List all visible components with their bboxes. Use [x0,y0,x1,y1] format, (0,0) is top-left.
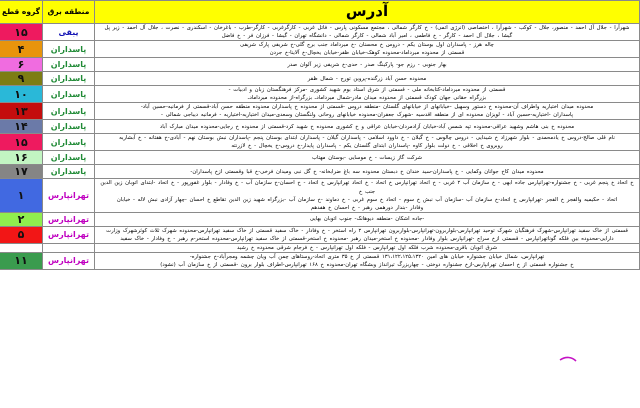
address-line: محدوده حسن آباد زرگنده-پروین تورج - شمال ظفر [307,75,427,82]
table-row [0,103,640,120]
column-header-region: منطقه برق [43,1,95,24]
cell-address [95,151,640,165]
cell-region: پاسداران [43,58,95,72]
address-line: محدوده میدان کاخ جوانان وکمایی - خ پاسداران-سید خندان خ دبستان محدوده سه باغ ضرابخانه- خ گل نبی وميدان فرخی-خ قبا وقسمتی ازخ پاسداران- [190,168,544,175]
table-row [0,179,640,212]
cell-region: تهرانپارس [43,212,95,226]
cell-address [95,41,640,58]
table-row [0,151,640,165]
cell-region: پاسداران [43,86,95,103]
cell-region: پاسداران [43,134,95,151]
cell-group-number: ۱۰ [0,86,43,103]
table-header [0,1,640,24]
table-row [0,86,640,103]
address-line: شرق اتوبان باقری-محدوده شرب فلکه اول تهرانپارس - فلکه اول تهرانپارس - خ فرجام شرقی محدوده خ رشید [236,244,498,251]
cell-group-number [0,243,43,252]
cell-group-number: ۱۵ [0,134,43,151]
cell-region: پاسداران [43,103,95,120]
cell-address [95,252,640,269]
address-line: محدوده خ بنی هاشم وشهید عراقی-محدوده تپه شمس آباد-خیابان آزادمردان-خیابان عراقی و خ کشوری محدوده خ شهید کرد-قسمتی از محدوده خ رجایی-محدوده میدان مبارک آباد [159,123,575,130]
address-line: تهرانپارس، شمال خیابان جشنواره خیابان های امین ۱۳۱،۱۲۲،۱۲۵،۱۳۲۰ قسمتی از خ ۳۵ متری اتحاد-روستاهای چمن آب ویان چشمه ومجرآباد-خ جشنواره- [189,253,545,260]
cell-address [95,179,640,212]
cell-group-number: ۴ [0,41,43,58]
cell-address [95,226,640,243]
cell-address [95,134,640,151]
cell-group-number: ۱۶ [0,151,43,165]
address-line: شهرآرا - جلال آل احمد - منصور، جلال - کوکب - شهرآرا ، اختصاصی (انرژی اتمی) - خ کارگر شمالی ، مجتمع مسکونی پارس - فاتل غربی - کارگرغربی - کارگر-طرب - باغرخان - اسکندری - نصرت ، جلال آل احمد - زیر پل [104,25,630,31]
cell-address [95,86,640,103]
cell-address [95,165,640,179]
cell-address [95,120,640,134]
address-line: محدوده میدان اختیاریه واطراف آن-محدوده خ دستور وسهیل -خیابانهای از خیابانهای گلستان -منطقه دروس -قسمتی از محدوده خ پاسداران محدوده منطقه حسن آباد-قسمتی از فرمانیه-حسین آباد- [140,104,594,111]
cell-region: پاسداران [43,41,95,58]
address-line: قسمتی از محدوده میرداماد-محدوده کوهک-خیابان ظفر-خیابان یخچال-خ آلاینا-خ جردن [269,50,465,57]
cell-group-number: ۵ [0,226,43,243]
address-line: قسمتی از محدوده میرداماد-کتابخانه ملی - قسمتی از شرق استاد بوم شهید کشوری -مرکز فرهنگستان زبان و ادبیات - [228,87,506,94]
cell-group-number: ۱۵ [0,24,43,41]
table-body [0,24,640,270]
cell-group-number: ۱۴ [0,120,43,134]
table-row [0,252,640,269]
cell-region: تهرانپارس [43,252,95,269]
table-row [0,243,640,252]
table-row [0,24,640,41]
address-line: نام قلی صالح-دروس خ یادمحمدی - بلوار شهرزاد خ شیدایی - دروس چالوس - خ گیلان - خ داوود اسلامی - پاسداران گیلان - پاسداران ابتدای بوستان پنجم -پاسداران نبش بوستان نهم - آبادی-خ هفتانه - خ آبشاریه [119,135,615,142]
cell-address [95,24,640,41]
column-header-group: گروه قطع [0,1,43,24]
cell-address [95,103,640,120]
cell-address [95,58,640,72]
table-row [0,212,640,226]
cell-address [95,243,640,252]
header-row [0,1,640,24]
cell-region: تهرانپارس [43,179,95,212]
address-line: اتحاد - حکیمیه والفجر خ الفجر -تهرانپارس خ اتحاد-خ سازمان آب -سازمان آب نبش خ سوم - اتحاد خ سوم غربی - خ دماوند -خ سازمان آب -بزرگراه شهید زین الدین تقاطع خ احسان -چهار آزادی نبش لاله - خیابان [116,196,618,203]
cell-region: پاسداران [43,151,95,165]
address-line: دارایی-محدوده بین فلکه گوناتهرانپارس - قسمتی ازخ سراج -تهرانپارس بلوار وفادار -محدوده خ استخر-میدان رهبر -محدوده خ استخر-قسمتی از خاک سفید تهرانپارس-محدوده استخر-م رهبر - خ وفادار - خاک سفید [120,235,614,242]
cell-group-number: ۱۳ [0,103,43,120]
table-row [0,226,640,243]
cell-region: پاسداران [43,165,95,179]
cell-address [95,212,640,226]
table-row [0,58,640,72]
address-line: روبروی خ اخلاقی - خ دولت بلوار کاوه -پاسداران ابتدای گلستان یکم - پاسداران پایدار-خ دروس-خ یخچال - خ لازرنته [231,143,503,150]
column-header-address: آدرس [95,1,640,24]
address-line: -جاده اشکان -منطقه دیوهانک- جنوب اتوبان بهایی [309,216,425,223]
address-line: بهار جنوبی - رزم جو- پارکینگ صدر - حدی-خ شریفی زیر آلوان صدر [287,61,447,68]
cell-region: یبقی [43,24,95,41]
cell-region: پاسداران [43,120,95,134]
cell-group-number: ۹ [0,72,43,86]
cell-group-number: ۱۷ [0,165,43,179]
cell-group-number: ۲ [0,212,43,226]
table-row [0,72,640,86]
cell-group-number: ۱۱ [0,252,43,269]
address-line: چاله هرز - پاسداران اول بوستان یکم - دروس خ محسنان -خ میرداماد جنب برج گلی-خ شریفی پارک شریفی [240,42,494,49]
address-line: وفادار -بندار دورهمی رهبر - خ احسان خ هفدهم [310,204,424,211]
address-line: گیشا ، جلال آل احمد - کارگر - خ فاطمی ، امیر آباد شمالی - کارگر شمالی - دانشگاه تهران - گیشا - فرزان فر - خ فاضل [221,33,513,40]
address-line: خ جشنواره قسمتی از خ احسان تهرانپارس-ازخ جشنواره دوختی - چهاربزرگ تیرانداز وبشگاه تهران-محدوده خ ۱۶۸ تهرانپارس-اطراف بلوار برون -قسمتی از خ سازمان آب (نشود) [160,261,574,268]
cell-region: تهرانپارس [43,226,95,243]
table-row [0,165,640,179]
address-line: قسمتی از خاک سفید تهرانپارس-شهرک فرهنگیان شهرک توحید تهرانپارس-بلواربرون-تهرانپارس-بلواربرون تهرانپارس ۲ راه استخر - خ وفادار - خاک سفید قسمتی از خاک سفید تهرانپارس-محدوده شهرک ثلاث کوثرشهرک وزارت [106,227,628,234]
cell-group-number: ۱ [0,179,43,212]
cell-address [95,72,640,86]
address-line: شرکت گاز زیسات - خ موسایی -بوستان مهتاب [312,154,422,161]
table-row [0,41,640,58]
address-line: خ اتحاد خ پنجم غربی - خ جشنواره-تهرانپارس جاده ابهی - خ سازمان آب ۲ غربی - خ اتحاد تهرانپارس خ اتحاد - خ اتحاد تهرانپارس خ اتحاد - خ احسان-خ سازمان آب - خ وفادار - بلوار غفورپور - خ اتحاد -ابتدای اتوبان زین الدین جنب خ [100,180,634,195]
cell-region [43,243,95,252]
cell-group-number: ۶ [0,58,43,72]
table-row [0,134,640,151]
address-line: بزرگراه حقانی جهان کودک قسمتی از محدوده میدان مادر-شمال میردامادـ بزرگراه-از محدوده میردامادـ [247,95,487,102]
table-row [0,120,640,134]
address-line: پاسداران -اختیاریه-حسین آباد - لویزان محدوده ای از منطقه اقدسیه -شهرک جعفران-محدوده خیابانهای روحانی ولنگستان وسعدی-میدان اختیاریه-اختیاریه - فرمانیه دیباجی شمالی - [160,112,574,119]
cell-region: پاسداران [43,72,95,86]
